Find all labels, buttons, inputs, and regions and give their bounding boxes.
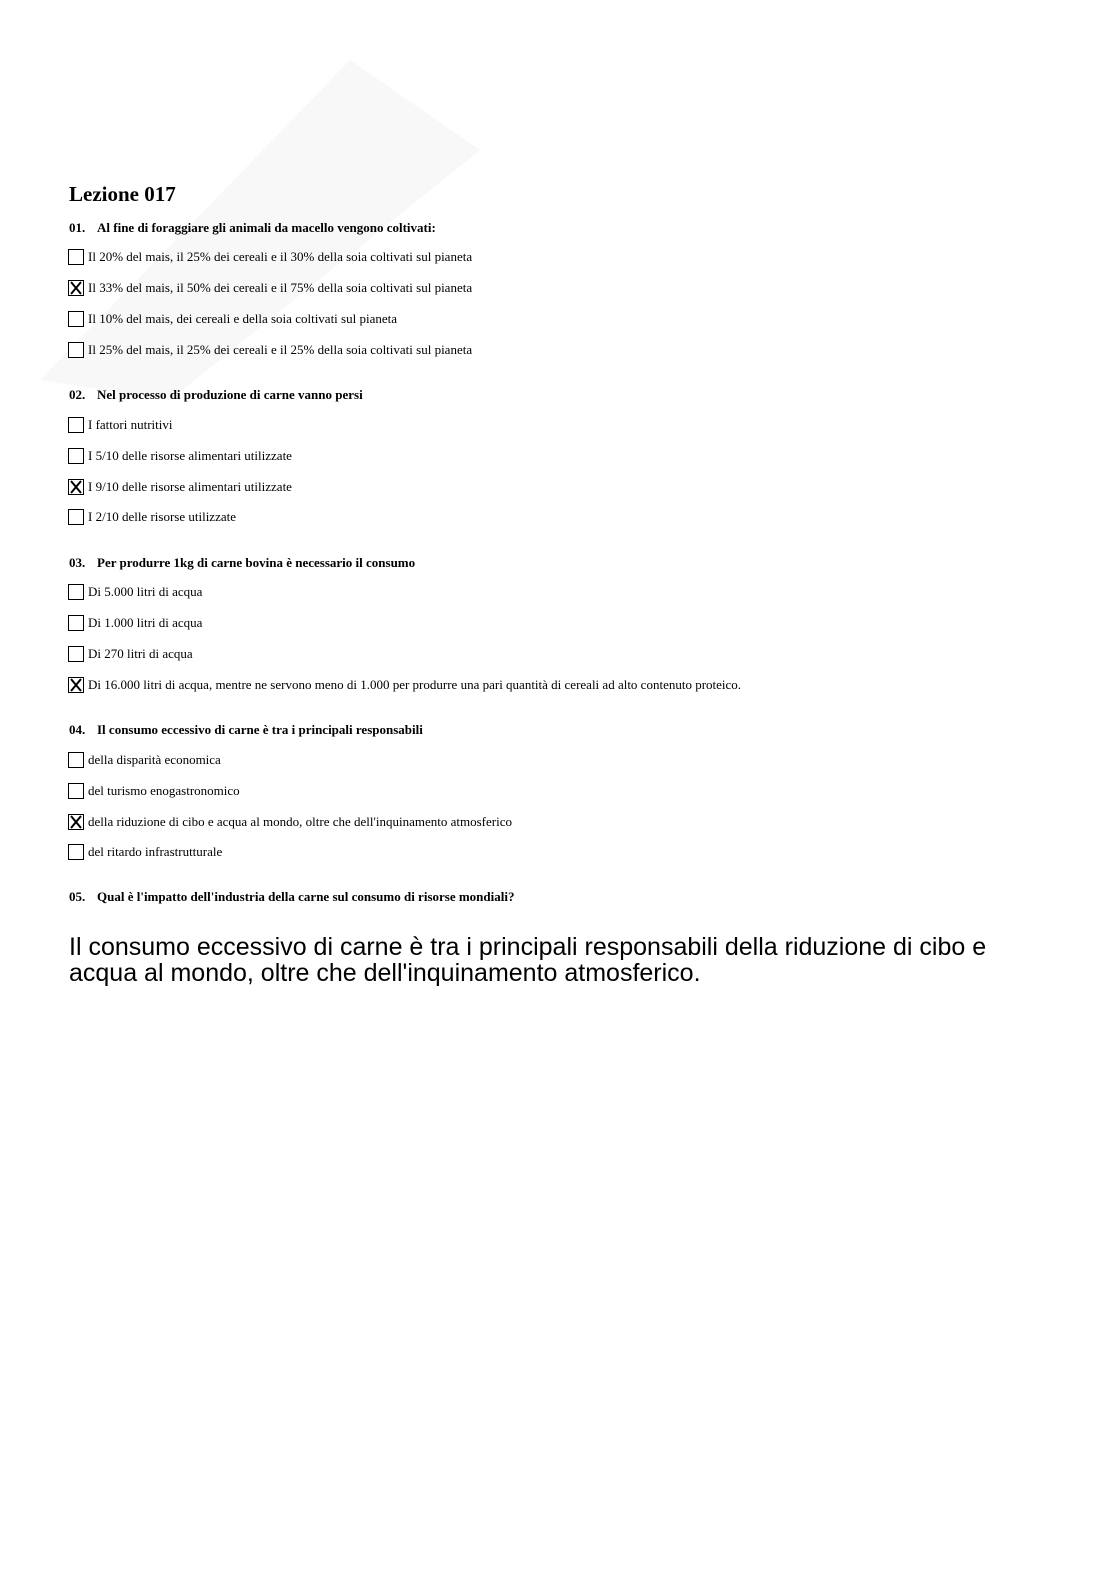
checkbox[interactable]: [68, 342, 84, 358]
option-3b[interactable]: [68, 613, 202, 633]
option-label: Di 270 litri di acqua: [88, 646, 193, 661]
checkbox-checked[interactable]: [68, 479, 84, 495]
option-3c[interactable]: [68, 644, 193, 664]
option-2c[interactable]: [68, 477, 292, 497]
answer-text: Il consumo eccessivo di carne è tra i principali responsabili della riduzione di cibo e acqua al mondo, oltre che dell'inquinamento atmosferico.: [69, 933, 987, 987]
option-label: della disparità economica: [88, 752, 221, 767]
checkbox[interactable]: [68, 646, 84, 662]
lesson-title: Lezione 017: [69, 182, 176, 206]
option-4c[interactable]: [68, 812, 512, 832]
checkbox[interactable]: [68, 311, 84, 327]
checkbox[interactable]: [68, 448, 84, 464]
option-label: del ritardo infrastrutturale: [88, 844, 223, 859]
option-1c[interactable]: [68, 309, 397, 329]
option-label: della riduzione di cibo e acqua al mondo, oltre che dell'inquinamento atmosferico: [88, 814, 512, 829]
option-label: I 2/10 delle risorse utilizzate: [88, 509, 237, 524]
option-3a[interactable]: [68, 582, 202, 602]
question-5: [69, 889, 514, 905]
question-number: 04.: [69, 722, 86, 737]
question-text: Il consumo eccessivo di carne è tra i principali responsabili: [97, 722, 423, 737]
option-label: Di 1.000 litri di acqua: [88, 615, 203, 630]
question-text: Al fine di foraggiare gli animali da macello vengono coltivati:: [97, 220, 436, 235]
question-number: 05.: [69, 889, 86, 904]
checkbox[interactable]: [68, 752, 84, 768]
checkbox[interactable]: [68, 615, 84, 631]
option-label: I 9/10 delle risorse alimentari utilizzate: [88, 479, 292, 494]
checkbox[interactable]: [68, 509, 84, 525]
checkbox-checked[interactable]: [68, 814, 84, 830]
question-number: 03.: [69, 555, 86, 570]
checkbox[interactable]: [68, 584, 84, 600]
checkbox[interactable]: [68, 417, 84, 433]
question-text: Per produrre 1kg di carne bovina è necessario il consumo: [97, 555, 416, 570]
option-label: Di 5.000 litri di acqua: [88, 584, 203, 599]
question-3: [69, 555, 415, 571]
question-text: Qual è l'impatto dell'industria della carne sul consumo di risorse mondiali?: [97, 889, 515, 904]
checkbox[interactable]: [68, 844, 84, 860]
option-label: Il 20% del mais, il 25% dei cereali e il 30% della soia coltivati sul pianeta: [88, 249, 473, 264]
option-label: Il 33% del mais, il 50% dei cereali e il 75% della soia coltivati sul pianeta: [88, 280, 473, 295]
option-label: I 5/10 delle risorse alimentari utilizzate: [88, 448, 292, 463]
cross-mark-icon: [68, 677, 84, 693]
option-2b[interactable]: [68, 446, 292, 466]
option-2a[interactable]: [68, 415, 172, 435]
option-4d[interactable]: [68, 842, 222, 862]
option-1d[interactable]: [68, 340, 472, 360]
option-label: Il 10% del mais, dei cereali e della soia coltivati sul pianeta: [88, 311, 397, 326]
option-1a[interactable]: [68, 247, 472, 267]
checkbox[interactable]: [68, 249, 84, 265]
option-label: Di 16.000 litri di acqua, mentre ne servono meno di 1.000 per produrre una pari quantità di cereali ad alto contenuto proteico.: [88, 677, 742, 692]
question-number: 01.: [69, 220, 86, 235]
checkbox-checked[interactable]: [68, 677, 84, 693]
option-3d[interactable]: [68, 675, 741, 695]
checkbox[interactable]: [68, 783, 84, 799]
option-1b[interactable]: [68, 278, 472, 298]
question-2: [69, 387, 363, 403]
option-label: Il 25% del mais, il 25% dei cereali e il 25% della soia coltivati sul pianeta: [88, 342, 473, 357]
question-text: Nel processo di produzione di carne vanno persi: [97, 387, 363, 402]
cross-mark-icon: [68, 280, 84, 296]
option-4b[interactable]: [68, 781, 240, 801]
question-number: 02.: [69, 387, 86, 402]
question-4: [69, 722, 423, 738]
option-label: del turismo enogastronomico: [88, 783, 240, 798]
option-4a[interactable]: [68, 750, 221, 770]
option-2d[interactable]: [68, 507, 236, 527]
checkbox-checked[interactable]: [68, 280, 84, 296]
cross-mark-icon: [68, 479, 84, 495]
question-1: [69, 220, 436, 236]
cross-mark-icon: [68, 814, 84, 830]
option-label: I fattori nutritivi: [88, 417, 173, 432]
